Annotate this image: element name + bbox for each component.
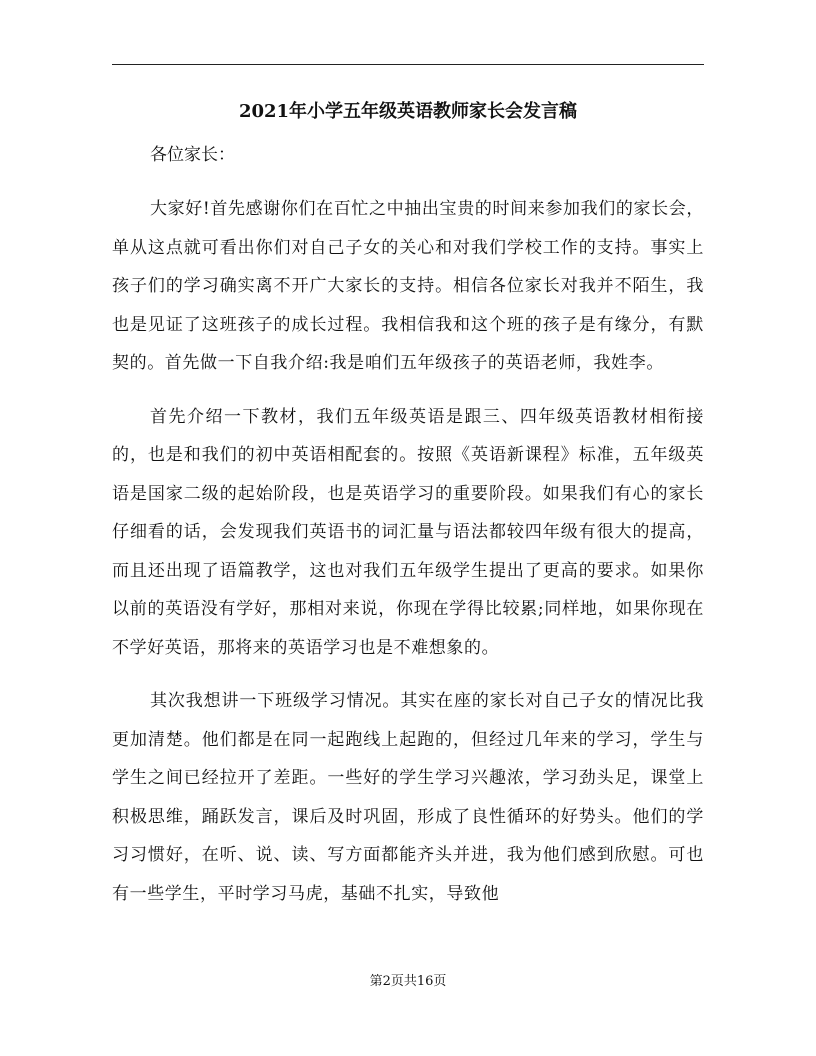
salutation: 各位家长：: [150, 145, 235, 165]
paragraph-intro: 大家好!首先感谢你们在百忙之中抽出宝贵的时间来参加我们的家长会，单从这点就可看出你们对自己子女的关心和对我们学校工作的支持。事实上孩子们的学习确实离不开广大家长的支持。相信各位家长对我并不陌生，我也是见证了这班孩子的成长过程。我相信我和这个班的孩子是有缘分，有默契的。首先做一下自我介绍:我是咱们五年级孩子的英语老师，我姓李。: [112, 199, 704, 373]
page-number: 第2页共16页: [369, 974, 447, 989]
document-title: 2021年小学五年级英语教师家长会发言稿: [238, 101, 578, 122]
paragraph-class-situation: 其次我想讲一下班级学习情况。其实在座的家长对自己子女的情况比我更加清楚。他们都是在同一起跑线上起跑的，但经过几年来的学习，学生与学生之间已经拉开了差距。一些好的学生学习兴趣浓，学习劲头足，课堂上积极思维，踊跃发言，课后及时巩固，形成了良性循环的好势头。他们的学习习惯好，在听、说、读、写方面都能齐头并进，我为他们感到欣慰。可也有一些学生，平时学习马虎，基础不扎实，导致他: [112, 691, 704, 904]
header-rule: [112, 64, 704, 65]
document-body: [112, 92, 704, 928]
paragraph-textbook: 首先介绍一下教材，我们五年级英语是跟三、四年级英语教材相衔接的，也是和我们的初中英语相配套的。按照《英语新课程》标准，五年级英语是国家二级的起始阶段，也是英语学习的重要阶段。如果我们有心的家长仔细看的话，会发现我们英语书的词汇量与语法都较四年级有很大的提高，而且还出现了语篇教学，这也对我们五年级学生提出了更高的要求。如果你以前的英语没有学好，那相对来说，你现在学得比较累;同样地，如果你现在不学好英语，那将来的英语学习也是不难想象的。: [112, 406, 704, 658]
